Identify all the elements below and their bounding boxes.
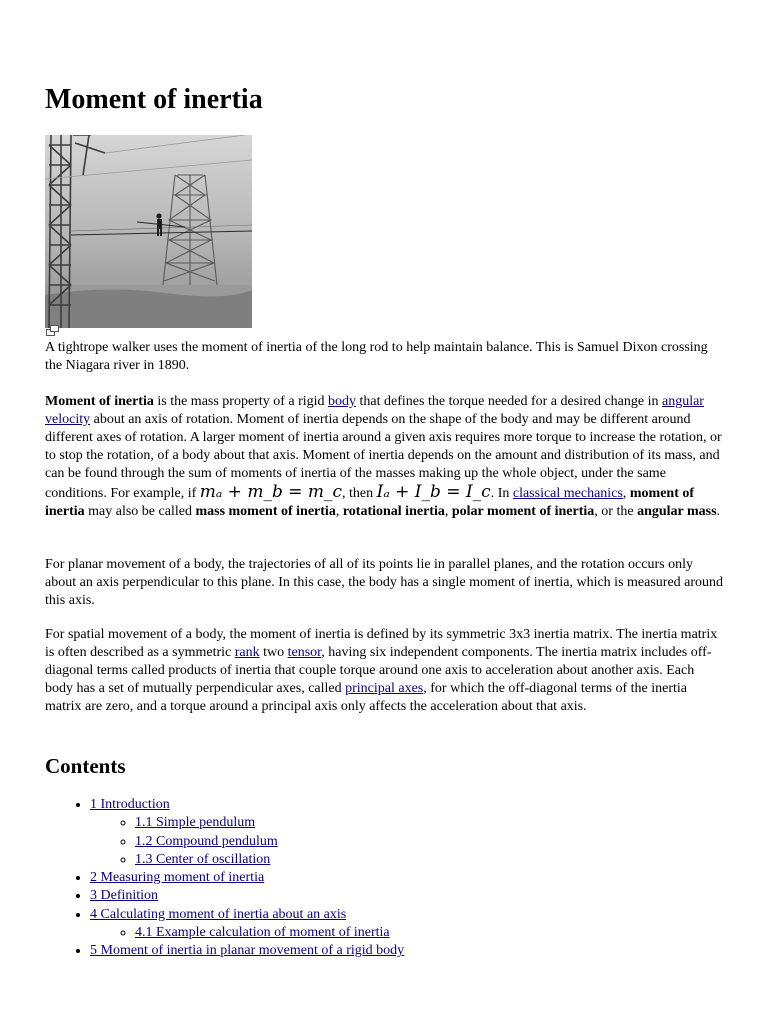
toc-item: [135, 851, 404, 869]
page-title: Moment of inertia: [45, 84, 263, 115]
text-span: , then: [342, 486, 374, 501]
toc-link-center-of-oscillation[interactable]: 1.3 Center of oscillation: [135, 851, 271, 867]
link-body[interactable]: body: [328, 394, 357, 409]
toc-link-calculating[interactable]: 4 Calculating moment of inertia about an axis: [90, 906, 347, 922]
toc-link-example-calculation[interactable]: 4.1 Example calculation of moment of inertia: [135, 925, 390, 941]
figure-caption: A tightrope walker uses the moment of inertia of the long rod to help maintain balance. This is Samuel Dixon crossing the Niagara river in 1890.: [45, 340, 708, 373]
toc-item: [90, 906, 404, 943]
toc-item: [135, 814, 404, 832]
table-of-contents: [45, 796, 404, 961]
text-span: about an axis of rotation. Moment of inertia depends on the shape of the body and may be different around different axes of rotation. A larger moment of inertia around a given axis requires more torque to increase the rotation, or to stop the rotation, of a body about that axis. Moment of inertia depends on the amount and distribution of its mass, and can be found through the sum of moments of inertia of the masses making up the whole object, under the same conditions. For example, if: [45, 412, 722, 501]
toc-link-definition[interactable]: 3 Definition: [90, 888, 159, 904]
intro-paragraph: [45, 393, 725, 521]
text-span: two: [259, 645, 288, 660]
bold-term: moment of inertia: [45, 486, 695, 519]
toc-item: [90, 869, 404, 887]
text-span: ,: [335, 504, 343, 519]
link-principal-axes[interactable]: principal axes: [345, 681, 424, 696]
toc-link-introduction[interactable]: 1 Introduction: [90, 797, 170, 812]
bold-term: rotational inertia: [342, 504, 445, 519]
toc-link-planar-movement[interactable]: 5 Moment of inertia in planar movement of a rigid body: [90, 943, 405, 959]
text-span: ,: [444, 504, 452, 519]
text-span: is the mass property of a rigid: [153, 394, 329, 409]
planar-paragraph: For planar movement of a body, the trajectories of all of its points lie in parallel planes, and the rotation occurs only about an axis perpendicular to this plane. In this case, the body has a single moment of inertia, which is measured around this axis.: [45, 557, 724, 608]
text-span: , having six independent components. The inertia matrix includes off-diagonal terms called products of inertia that couple torque around one axis to acceleration about another axis. Each body has a set of mutually perpendicular axes, called: [45, 645, 712, 696]
text-span: . In: [490, 486, 513, 501]
spatial-paragraph: [45, 626, 725, 716]
tightrope-walker-photo[interactable]: [45, 135, 252, 328]
toc-link-measuring[interactable]: 2 Measuring moment of inertia: [90, 870, 265, 886]
math-formula-mass: mₐ + m_b = m_c: [199, 482, 343, 502]
toc-item: [90, 887, 404, 905]
toc-item: [90, 942, 404, 960]
contents-heading: Contents: [45, 754, 126, 778]
text-span: , for which the off-diagonal terms of the inertia matrix are zero, and a torque around a principal axis only affects the acceleration about that axis.: [45, 681, 687, 714]
text-span: .: [716, 504, 721, 519]
bold-term: angular mass: [637, 504, 717, 519]
toc-item: [135, 924, 404, 942]
link-classical-mechanics[interactable]: classical mechanics: [512, 486, 623, 501]
toc-item: [135, 833, 404, 851]
text-span: may also be called: [84, 504, 196, 519]
text-span: For spatial movement of a body, the moment of inertia is defined by its symmetric 3x3 inertia matrix. The inertia matrix is often described as a symmetric: [45, 627, 718, 660]
expand-icon[interactable]: [46, 325, 59, 336]
toc-link-compound-pendulum[interactable]: 1.2 Compound pendulum: [135, 833, 278, 849]
text-span: ,: [622, 486, 630, 501]
link-rank[interactable]: rank: [234, 645, 260, 660]
bold-term: Moment of inertia: [45, 394, 154, 409]
bold-term: polar moment of inertia: [451, 504, 595, 519]
text-span: that defines the torque needed for a desired change in: [356, 394, 662, 409]
toc-link-simple-pendulum[interactable]: 1.1 Simple pendulum: [135, 815, 256, 831]
bold-term: mass moment of inertia: [195, 504, 336, 519]
text-span: , or the: [594, 504, 638, 519]
math-formula-inertia: Iₐ + I_b = I_c: [376, 482, 491, 502]
toc-item: [90, 796, 404, 869]
link-angular-velocity[interactable]: angular velocity: [45, 394, 704, 427]
photo-drawing: [45, 135, 252, 328]
toc-sublist: [90, 924, 404, 942]
link-tensor[interactable]: tensor: [287, 645, 322, 660]
toc-sublist: [90, 814, 404, 869]
